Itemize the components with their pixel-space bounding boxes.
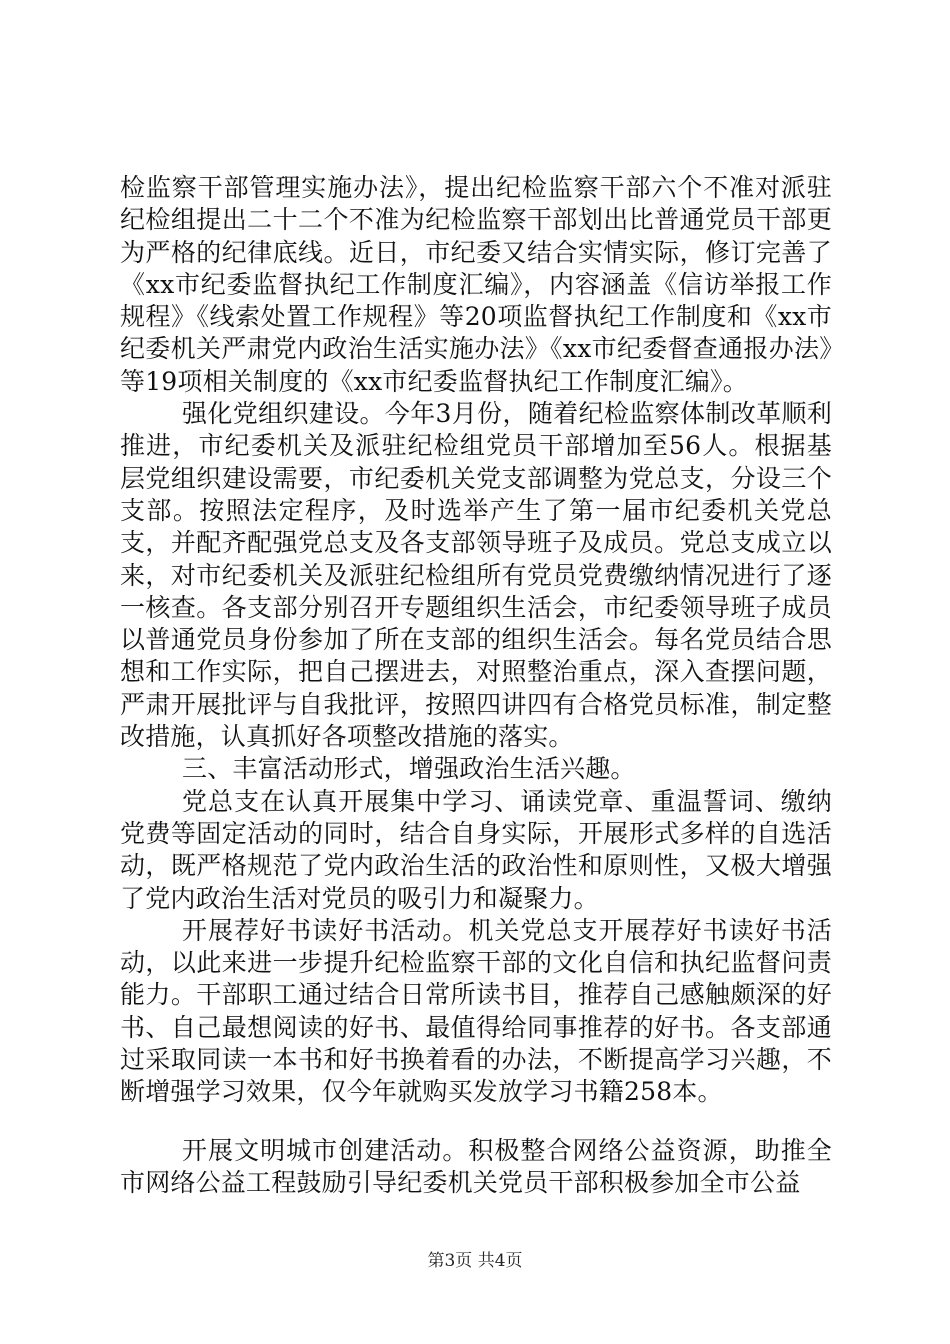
document-body [120,172,832,1199]
section-heading: 三、丰富活动形式，增强政治生活兴趣。 [182,754,636,784]
paragraph-continuation: 检监察干部管理实施办法》，提出纪检监察干部六个不准对派驻纪检组提出二十二个不准为纪检监察干部划出比普通党员干部更为严格的纪律底线。近日，市纪委又结合实情实际，修订完善了《xx市纪委监督执纪工作制度汇编》，内容涵盖《信访举报工作规程》《线索处置工作规程》等20项监督执纪工作制度和《xx市纪委机关严肃党内政治生活实施办法》《xx市纪委督查通报办法》等19项相关制度的《xx市纪委监督执纪工作制度汇编》。 [120,173,832,396]
page-footer: 第3页 共4页 [427,1251,523,1271]
paragraph-civilized-city: 开展文明城市创建活动。积极整合网络公益资源，助推全市网络公益工程鼓励引导纪委机关党员干部积极参加全市公益 [120,1135,832,1197]
paragraph-party-organization: 强化党组织建设。今年3月份，随着纪检监察体制改革顺利推进，市纪委机关及派驻纪检组党员干部增加至56人。根据基层党组织建设需要，市纪委机关党支部调整为党总支，分设三个支部。按照法定程序，及时选举产生了第一届市纪委机关党总支，并配齐配强党总支及各支部领导班子及成员。党总支成立以来，对市纪委机关及派驻纪检组所有党员党费缴纳情况进行了逐一核查。各支部分别召开专题组织生活会，市纪委领导班子成员以普通党员身份参加了所在支部的组织生活会。每名党员结合思想和工作实际，把自己摆进去，对照整治重点，深入查摆问题，严肃开展批评与自我批评，按照四讲四有合格党员标准，制定整改措施，认真抓好各项整改措施的落实。 [120,399,832,752]
paragraph-reading-activity: 开展荐好书读好书活动。机关党总支开展荐好书读好书活动，以此来进一步提升纪检监察干部的文化自信和执纪监督问责能力。干部职工通过结合日常所读书目，推荐自己感触颇深的好书、自己最想阅读的好书、最值得给同事推荐的好书。各支部通过采取同读一本书和好书换着看的办法，不断提高学习兴趣，不断增强学习效果，仅今年就购买发放学习书籍258本。 [120,915,832,1107]
paragraph-activities: 党总支在认真开展集中学习、诵读党章、重温誓词、缴纳党费等固定活动的同时，结合自身实际，开展形式多样的自选活动，既严格规范了党内政治生活的政治性和原则性，又极大增强了党内政治生活对党员的吸引力和凝聚力。 [120,786,832,913]
